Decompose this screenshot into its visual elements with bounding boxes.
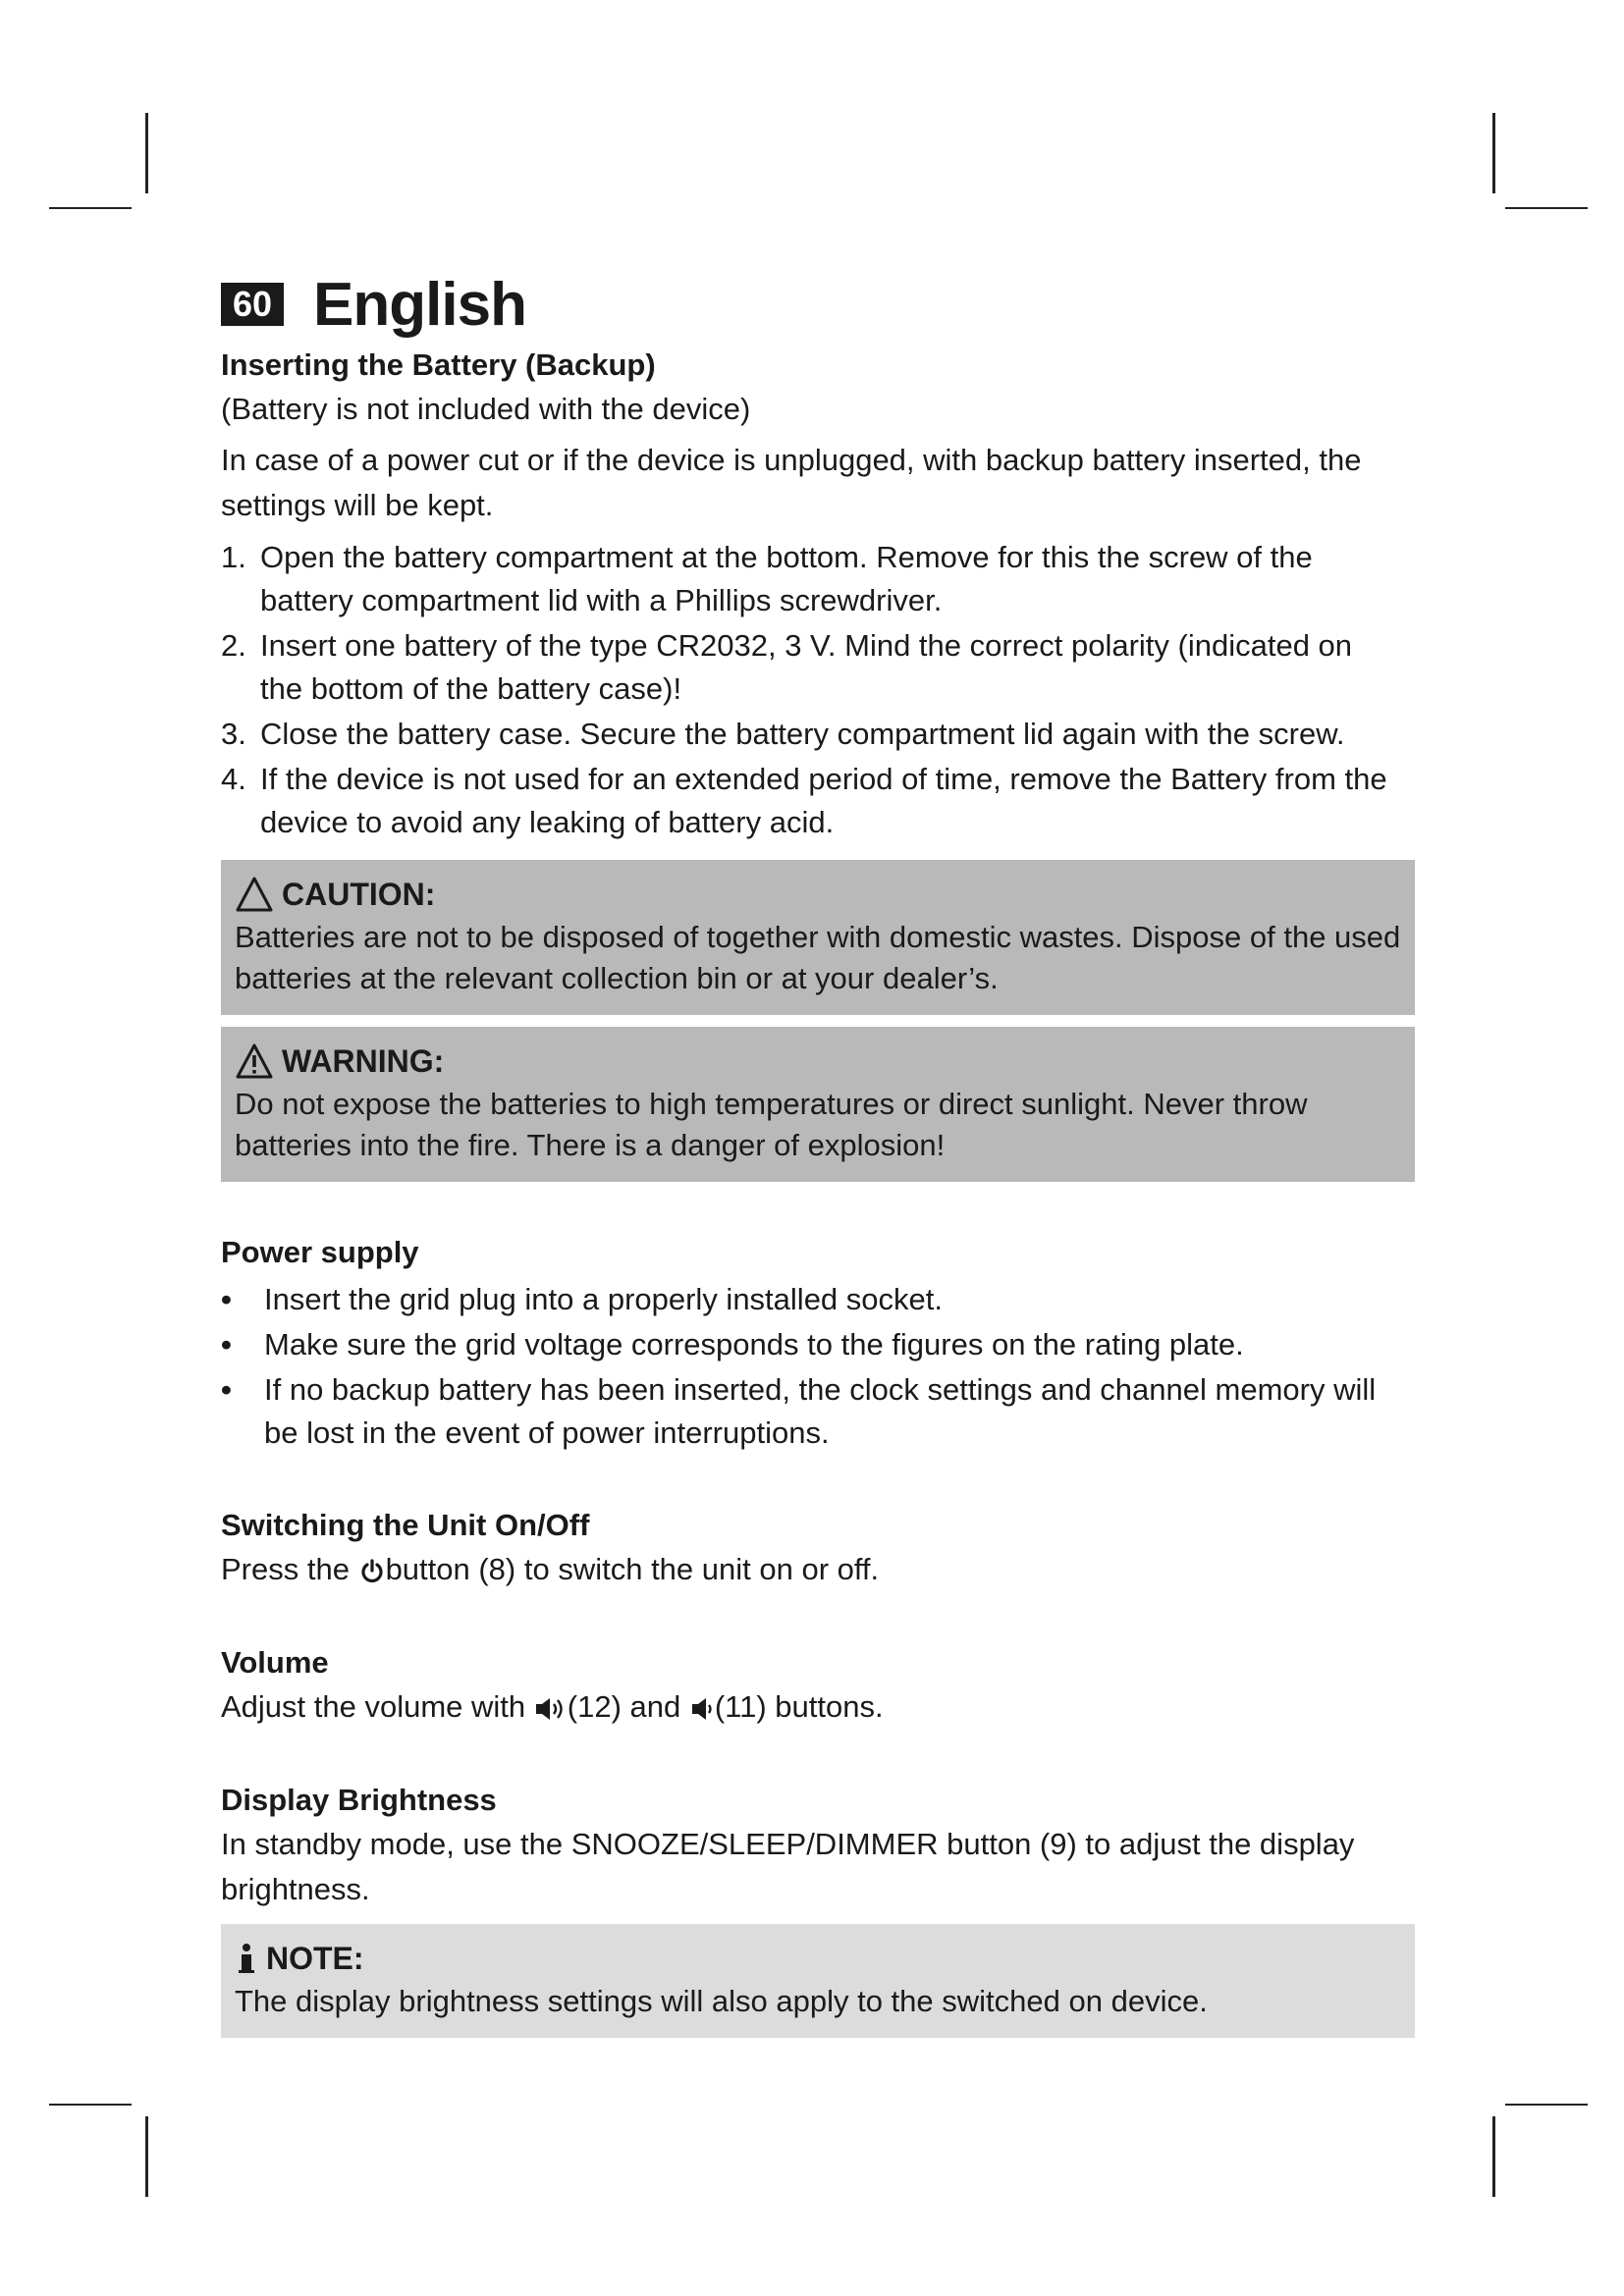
caution-text: Batteries are not to be disposed of together with domestic wastes. Dispose of the used batteries at the relevant collection bin or at your dealer’s.	[235, 920, 1401, 995]
caution-label: CAUTION:	[282, 877, 436, 912]
note-box	[221, 1924, 1415, 2038]
page-number: 60	[221, 283, 284, 326]
crop-mark	[49, 2104, 132, 2106]
list-item: 2. Insert one battery of the type CR2032, 3 V. Mind the correct polarity (indicated on the bottom of the battery case)!	[221, 628, 1353, 706]
note-label: NOTE:	[266, 1941, 364, 1976]
onoff-section	[221, 1504, 1415, 1592]
power-bullets	[221, 1278, 1415, 1455]
warning-text: Do not expose the batteries to high temperatures or direct sunlight. Never throw batteries into the fire. There is a danger of explosion!	[235, 1087, 1308, 1162]
volume-section	[221, 1641, 1415, 1730]
page-content	[221, 265, 1415, 2038]
volume-down-icon	[689, 1695, 715, 1723]
battery-intro: In case of a power cut or if the device is unplugged, with backup battery inserted, the settings will be kept.	[221, 443, 1362, 522]
battery-steps	[221, 536, 1415, 844]
section-heading-battery: Inserting the Battery (Backup)	[221, 347, 656, 382]
section-heading-brightness: Display Brightness	[221, 1783, 497, 1817]
list-item: • If no backup battery has been inserted, the clock settings and channel memory will be lost in the event of power interruptions.	[221, 1372, 1377, 1450]
list-item: 4. If the device is not used for an extended period of time, remove the Battery from the device to avoid any leaking of battery acid.	[221, 762, 1387, 839]
crop-mark	[145, 113, 148, 193]
onoff-text: Press the button (8) to switch the unit on or off.	[221, 1552, 880, 1586]
power-section	[221, 1231, 1415, 1455]
page-title: English	[313, 270, 526, 339]
info-icon	[235, 1942, 258, 1975]
brightness-section	[221, 1779, 1415, 1912]
volume-text: Adjust the volume with (12) and (11) buttons.	[221, 1689, 884, 1724]
caution-triangle-icon	[235, 876, 274, 913]
warning-label: WARNING:	[282, 1043, 445, 1079]
crop-mark	[49, 207, 132, 209]
page-header	[221, 265, 1415, 344]
list-item: • Make sure the grid voltage corresponds to the figures on the rating plate.	[221, 1327, 1244, 1362]
crop-mark	[1505, 2104, 1588, 2106]
power-icon	[358, 1558, 386, 1585]
brightness-text: In standby mode, use the SNOOZE/SLEEP/DIMMER button (9) to adjust the display brightness.	[221, 1827, 1355, 1906]
caution-box	[221, 860, 1415, 1015]
crop-mark	[1505, 207, 1588, 209]
crop-mark	[1492, 2116, 1495, 2197]
crop-mark	[145, 2116, 148, 2197]
section-heading-volume: Volume	[221, 1645, 329, 1680]
section-heading-power: Power supply	[221, 1235, 419, 1269]
note-text: The display brightness settings will also apply to the switched on device.	[235, 1984, 1208, 2018]
list-item: 1. Open the battery compartment at the bottom. Remove for this the screw of the battery compartment lid with a Phillips screwdriver.	[221, 540, 1313, 617]
warning-emphasis: danger of explosion!	[671, 1128, 946, 1162]
volume-up-icon	[534, 1695, 568, 1723]
warning-box	[221, 1027, 1415, 1182]
crop-mark	[1492, 113, 1495, 193]
section-heading-onoff: Switching the Unit On/Off	[221, 1508, 590, 1542]
battery-note: (Battery is not included with the device)	[221, 392, 751, 426]
list-item: 3. Close the battery case. Secure the battery compartment lid again with the screw.	[221, 717, 1345, 751]
list-item: • Insert the grid plug into a properly installed socket.	[221, 1282, 943, 1316]
warning-triangle-icon	[235, 1042, 274, 1080]
